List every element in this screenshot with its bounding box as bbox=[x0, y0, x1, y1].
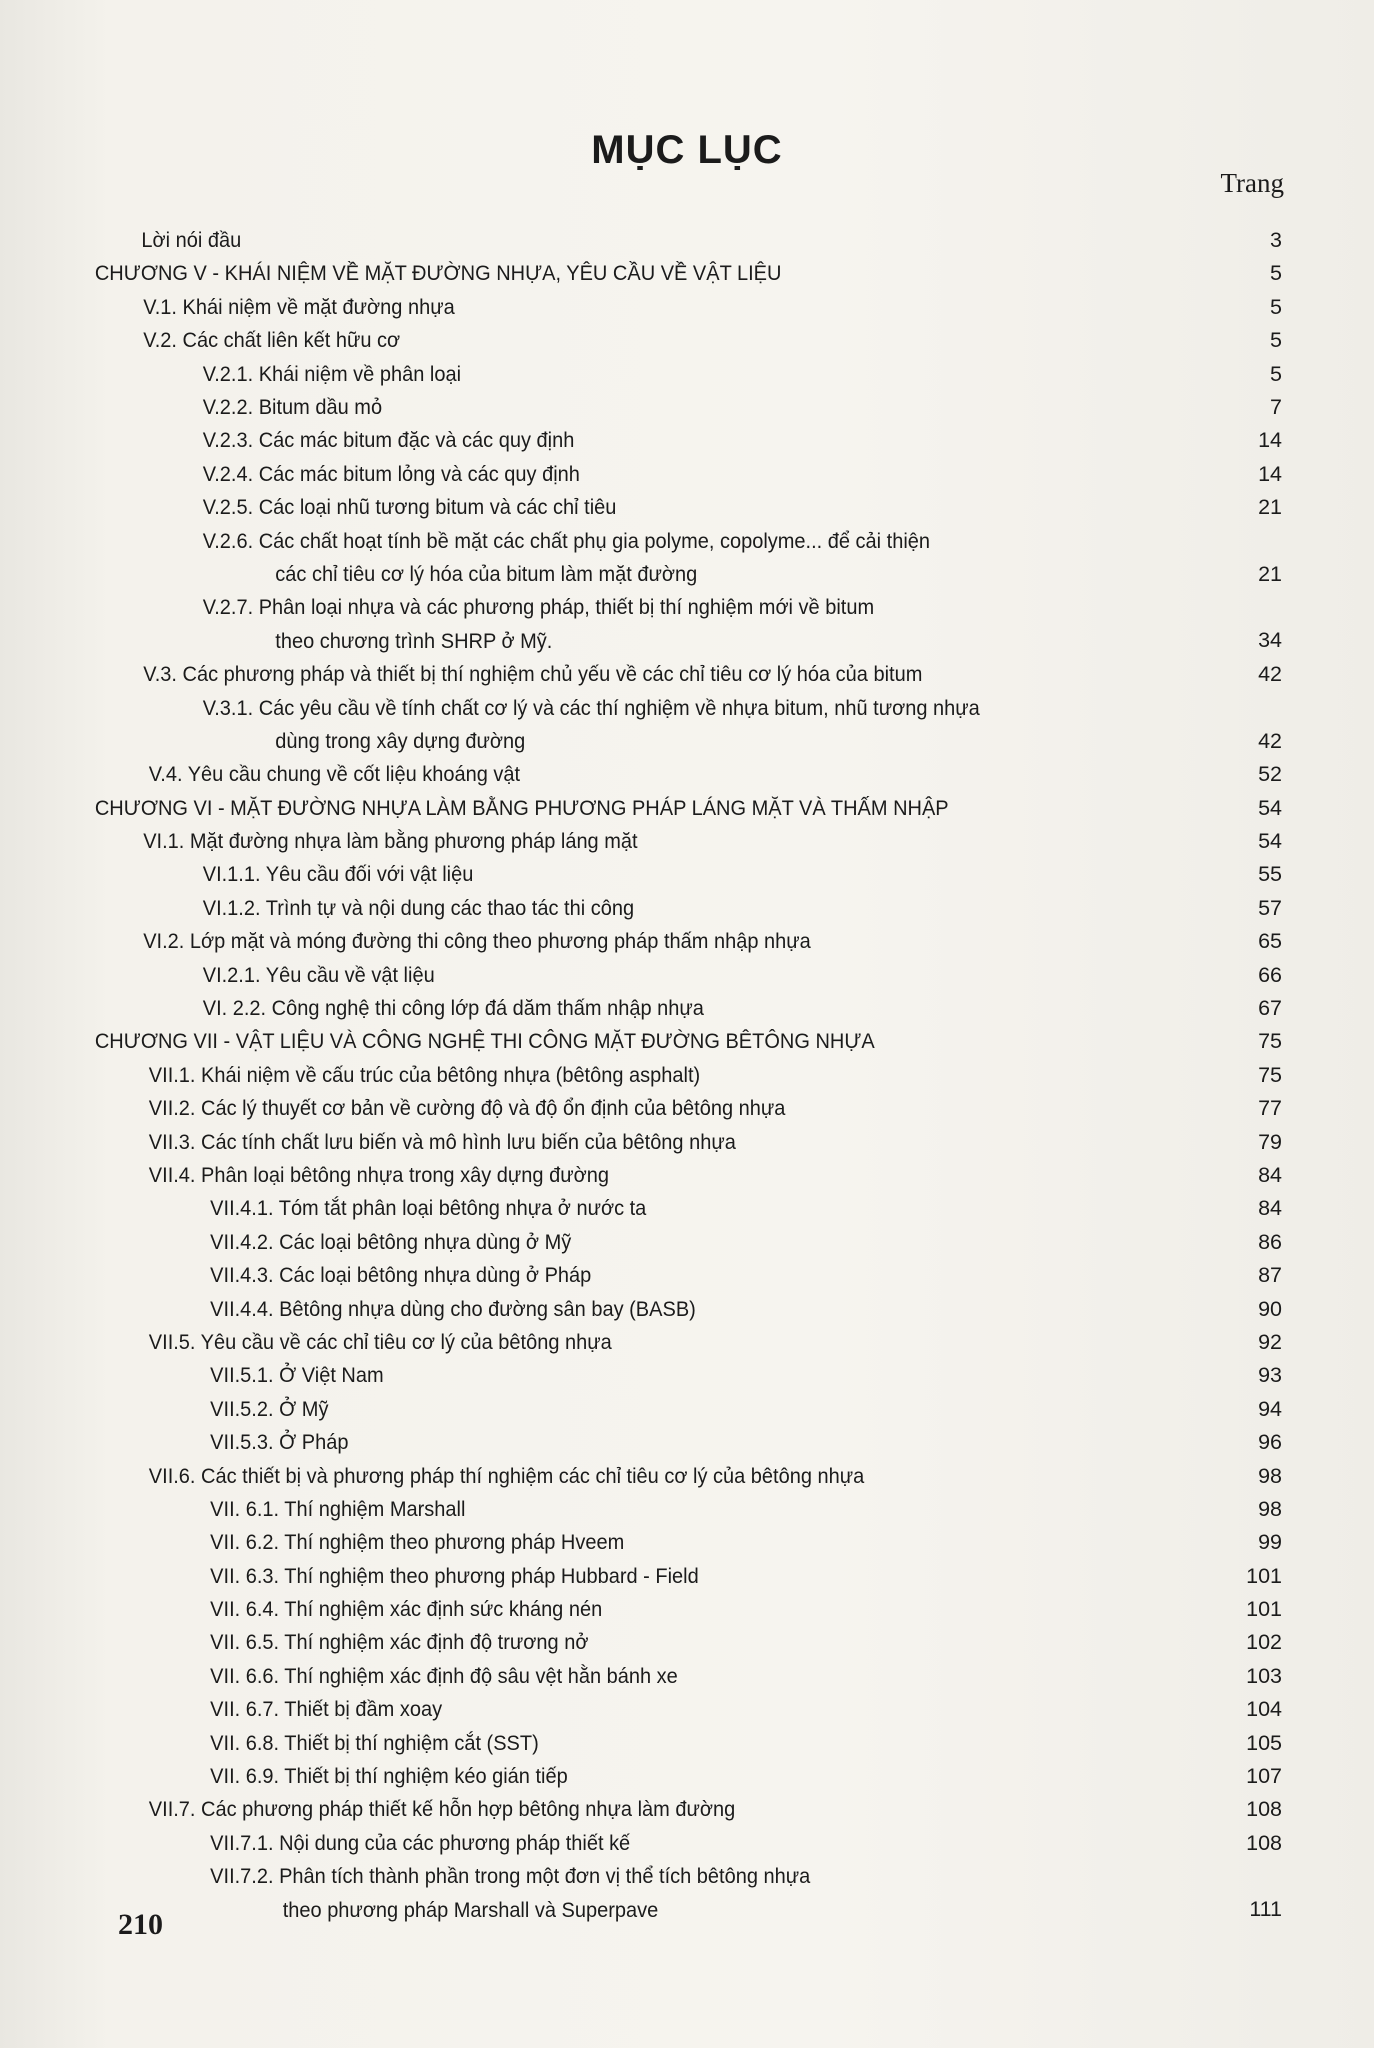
toc-entry bbox=[0, 525, 1278, 592]
toc-entry-page: 3 bbox=[1270, 228, 1282, 252]
toc-entry-title: VI.1.2. Trình tự và nội dung các thao tác thi công bbox=[202, 895, 635, 920]
toc-entry-title: V.2.3. Các mác bitum đặc và các quy định bbox=[202, 428, 575, 453]
toc-entry-page: 21 bbox=[1258, 495, 1282, 519]
toc-entry bbox=[0, 1626, 1278, 1659]
toc-entry-title: VII.5.1. Ở Việt Nam bbox=[210, 1363, 384, 1388]
toc-entry-title: VII.4.2. Các loại bêtông nhựa dùng ở Mỹ bbox=[210, 1229, 572, 1254]
toc-entry-page: 86 bbox=[1258, 1230, 1282, 1254]
toc-entry-page: 108 bbox=[1246, 1797, 1282, 1821]
toc-entry-title: VII.4.4. Bêtông nhựa dùng cho đường sân bay (BASB) bbox=[210, 1296, 696, 1321]
toc-entry bbox=[0, 1560, 1278, 1593]
toc-entry-title: VII. 6.8. Thiết bị thí nghiệm cắt (SST) bbox=[210, 1730, 539, 1755]
toc-entry-page: 96 bbox=[1258, 1430, 1282, 1454]
toc-entry-title: VII.5.2. Ở Mỹ bbox=[210, 1396, 329, 1421]
toc-entry bbox=[0, 1860, 1278, 1927]
toc-entry-title: CHƯƠNG VII - VẬT LIỆU VÀ CÔNG NGHỆ THI CÔNG MẶT ĐƯỜNG BÊTÔNG NHỰA bbox=[94, 1029, 875, 1054]
toc-entry bbox=[0, 1126, 1278, 1159]
toc-entry-page: 52 bbox=[1258, 762, 1282, 786]
toc-entry bbox=[0, 692, 1278, 759]
toc-entry bbox=[0, 1460, 1278, 1493]
toc-entry-title: VI.2.1. Yêu cầu về vật liệu bbox=[202, 962, 435, 987]
toc-entry-page: 79 bbox=[1258, 1130, 1282, 1154]
toc-entry-title: VII.7.2. Phân tích thành phần trong một đơn vị thể tích bêtông nhựa bbox=[210, 1864, 811, 1889]
toc-entry-page: 42 bbox=[1258, 729, 1282, 754]
toc-entry-page: 101 bbox=[1246, 1564, 1282, 1588]
table-of-contents bbox=[0, 224, 1374, 1927]
toc-entry-page: 5 bbox=[1270, 261, 1282, 285]
toc-entry bbox=[0, 291, 1278, 324]
toc-entry-page: 75 bbox=[1258, 1063, 1282, 1087]
toc-entry bbox=[0, 591, 1278, 658]
toc-entry bbox=[0, 224, 1278, 257]
toc-entry-title: VII.4.3. Các loại bêtông nhựa dùng ở Pháp bbox=[210, 1263, 592, 1288]
toc-entry-page: 42 bbox=[1258, 662, 1282, 686]
toc-entry-title: VII. 6.4. Thí nghiệm xác định sức kháng nén bbox=[210, 1597, 603, 1622]
toc-entry-page: 21 bbox=[1258, 562, 1282, 587]
toc-entry-page: 98 bbox=[1258, 1464, 1282, 1488]
toc-entry-page: 34 bbox=[1258, 628, 1282, 653]
toc-entry bbox=[0, 959, 1278, 992]
toc-entry-title: VII. 6.9. Thiết bị thí nghiệm kéo gián tiếp bbox=[210, 1764, 568, 1789]
toc-entry-title: CHƯƠNG VI - MẶT ĐƯỜNG NHỰA LÀM BẰNG PHƯƠNG PHÁP LÁNG MẶT VÀ THẤM NHẬP bbox=[94, 795, 949, 820]
toc-entry bbox=[0, 858, 1278, 891]
toc-entry-title: VII.1. Khái niệm về cấu trúc của bêtông nhựa (bêtông asphalt) bbox=[148, 1062, 701, 1087]
toc-entry-title: VII. 6.5. Thí nghiệm xác định độ trương nở bbox=[210, 1630, 589, 1655]
toc-entry-page: 77 bbox=[1258, 1096, 1282, 1120]
toc-entry bbox=[0, 1660, 1278, 1693]
toc-entry bbox=[0, 1192, 1278, 1225]
toc-entry-page: 5 bbox=[1270, 295, 1282, 319]
toc-entry-page: 54 bbox=[1258, 796, 1282, 820]
toc-entry-title: VII.4.1. Tóm tắt phân loại bêtông nhựa ở nước ta bbox=[210, 1196, 647, 1221]
toc-entry bbox=[0, 925, 1278, 958]
toc-entry-page: 57 bbox=[1258, 896, 1282, 920]
toc-entry-page: 111 bbox=[1249, 1897, 1282, 1922]
toc-entry bbox=[0, 1326, 1278, 1359]
toc-entry-page: 103 bbox=[1246, 1664, 1282, 1688]
toc-entry bbox=[0, 992, 1278, 1025]
page-number: 210 bbox=[118, 1908, 163, 1941]
toc-entry-title: V.2.6. Các chất hoạt tính bề mặt các chất phụ gia polyme, copolyme... để cải thiện bbox=[202, 528, 931, 553]
toc-entry-title-continued: dùng trong xây dựng đường bbox=[275, 728, 526, 753]
toc-entry-title: Lời nói đầu bbox=[141, 228, 242, 252]
toc-entry-page: 101 bbox=[1246, 1597, 1282, 1621]
toc-entry bbox=[0, 1693, 1278, 1726]
toc-entry-page: 92 bbox=[1258, 1330, 1282, 1354]
toc-entry bbox=[0, 1493, 1278, 1526]
toc-entry bbox=[0, 658, 1278, 691]
toc-entry-page: 84 bbox=[1258, 1163, 1282, 1187]
toc-entry-title: VI. 2.2. Công nghệ thi công lớp đá dăm thấm nhập nhựa bbox=[202, 996, 704, 1021]
toc-entry-title-continued: các chỉ tiêu cơ lý hóa của bitum làm mặt đường bbox=[275, 561, 698, 586]
toc-entry bbox=[0, 1426, 1278, 1459]
toc-entry bbox=[0, 1293, 1278, 1326]
toc-entry-title: VII.6. Các thiết bị và phương pháp thí nghiệm các chỉ tiêu cơ lý của bêtông nhựa bbox=[148, 1463, 865, 1488]
toc-entry-title: V.2.5. Các loại nhũ tương bitum và các chỉ tiêu bbox=[202, 495, 617, 520]
toc-entry bbox=[0, 391, 1278, 424]
toc-entry-title: V.2.7. Phân loại nhựa và các phương pháp, thiết bị thí nghiệm mới về bitum bbox=[202, 595, 875, 620]
toc-entry bbox=[0, 758, 1278, 791]
toc-entry-title: V.4. Yêu cầu chung về cốt liệu khoáng vật bbox=[148, 762, 521, 787]
toc-entry bbox=[0, 424, 1278, 457]
toc-entry bbox=[0, 1760, 1278, 1793]
toc-entry-title-continued: theo chương trình SHRP ở Mỹ. bbox=[275, 628, 553, 653]
toc-entry-page: 5 bbox=[1270, 328, 1282, 352]
toc-entry-page: 87 bbox=[1258, 1263, 1282, 1287]
toc-entry bbox=[0, 1059, 1278, 1092]
toc-entry bbox=[0, 1226, 1278, 1259]
toc-entry-page: 5 bbox=[1270, 362, 1282, 386]
toc-entry-page: 104 bbox=[1246, 1697, 1282, 1721]
toc-entry-page: 84 bbox=[1258, 1196, 1282, 1220]
toc-entry-page: 98 bbox=[1258, 1497, 1282, 1521]
toc-entry bbox=[0, 1793, 1278, 1826]
toc-entry-title: VII.7.1. Nội dung của các phương pháp thiết kế bbox=[210, 1830, 631, 1855]
toc-entry-title: VI.1.1. Yêu cầu đối với vật liệu bbox=[202, 862, 474, 887]
toc-entry bbox=[0, 257, 1278, 290]
toc-entry bbox=[0, 1526, 1278, 1559]
page-column-label: Trang bbox=[1220, 168, 1284, 198]
toc-entry bbox=[0, 1259, 1278, 1292]
toc-entry-title: V.2.4. Các mác bitum lỏng và các quy định bbox=[202, 461, 580, 486]
toc-entry-title: VII.5. Yêu cầu về các chỉ tiêu cơ lý của bêtông nhựa bbox=[148, 1329, 612, 1354]
toc-entry-page: 54 bbox=[1258, 829, 1282, 853]
toc-entry-title: VII.2. Các lý thuyết cơ bản về cường độ và độ ổn định của bêtông nhựa bbox=[148, 1096, 786, 1121]
toc-entry-title-continued: theo phương pháp Marshall và Superpave bbox=[282, 1897, 659, 1922]
toc-entry-title: VII.5.3. Ở Pháp bbox=[210, 1430, 349, 1455]
toc-entry-page: 102 bbox=[1246, 1630, 1282, 1654]
page-title: MỤC LỤC bbox=[591, 128, 783, 172]
toc-entry-title: V.3.1. Các yêu cầu về tính chất cơ lý và các thí nghiệm về nhựa bitum, nhũ tương nhựa bbox=[202, 695, 980, 720]
toc-entry-title: V.2.2. Bitum dầu mỏ bbox=[202, 394, 383, 419]
toc-entry bbox=[0, 358, 1278, 391]
toc-entry-title: V.3. Các phương pháp và thiết bị thí nghiệm chủ yếu về các chỉ tiêu cơ lý hóa của bitum bbox=[143, 662, 923, 687]
toc-entry bbox=[0, 458, 1278, 491]
toc-entry bbox=[0, 1727, 1278, 1760]
toc-entry bbox=[0, 1827, 1278, 1860]
toc-entry-page: 108 bbox=[1246, 1831, 1282, 1855]
toc-entry-title: V.2. Các chất liên kết hữu cơ bbox=[143, 328, 401, 353]
toc-entry-title: V.2.1. Khái niệm về phân loại bbox=[202, 361, 462, 386]
toc-entry-title: CHƯƠNG V - KHÁI NIỆM VỀ MẶT ĐƯỜNG NHỰA, YÊU CẦU VỀ VẬT LIỆU bbox=[94, 261, 782, 286]
toc-entry-page: 90 bbox=[1258, 1297, 1282, 1321]
toc-entry-page: 99 bbox=[1258, 1530, 1282, 1554]
toc-entry-title: VII.4. Phân loại bêtông nhựa trong xây dựng đường bbox=[148, 1162, 609, 1187]
toc-entry-title: VI.2. Lớp mặt và móng đường thi công theo phương pháp thấm nhập nhựa bbox=[143, 929, 811, 954]
toc-entry-page: 107 bbox=[1246, 1764, 1282, 1788]
toc-entry bbox=[0, 324, 1278, 357]
toc-entry bbox=[0, 792, 1278, 825]
toc-entry-title: VII. 6.2. Thí nghiệm theo phương pháp Hveem bbox=[210, 1530, 625, 1555]
toc-entry bbox=[0, 1092, 1278, 1125]
toc-entry bbox=[0, 1159, 1278, 1192]
toc-entry-title: VII. 6.6. Thí nghiệm xác định độ sâu vệt hằn bánh xe bbox=[210, 1663, 678, 1688]
toc-entry-page: 55 bbox=[1258, 862, 1282, 886]
toc-entry-title: VII.7. Các phương pháp thiết kế hỗn hợp bêtông nhựa làm đường bbox=[148, 1797, 736, 1822]
toc-entry-page: 7 bbox=[1270, 395, 1282, 419]
toc-entry bbox=[0, 892, 1278, 925]
toc-entry-page: 14 bbox=[1258, 462, 1282, 486]
toc-entry-page: 75 bbox=[1258, 1029, 1282, 1053]
toc-entry bbox=[0, 1025, 1278, 1058]
toc-entry-title: VII. 6.3. Thí nghiệm theo phương pháp Hubbard - Field bbox=[210, 1563, 699, 1588]
toc-entry bbox=[0, 1359, 1278, 1392]
toc-entry-page: 66 bbox=[1258, 963, 1282, 987]
toc-entry-title: V.1. Khái niệm về mặt đường nhựa bbox=[143, 294, 455, 319]
toc-entry-title: VII. 6.7. Thiết bị đầm xoay bbox=[210, 1697, 443, 1722]
toc-entry bbox=[0, 491, 1278, 524]
toc-entry bbox=[0, 1393, 1278, 1426]
toc-entry-page: 67 bbox=[1258, 996, 1282, 1020]
toc-entry-page: 105 bbox=[1246, 1731, 1282, 1755]
toc-entry-page: 94 bbox=[1258, 1397, 1282, 1421]
toc-entry-title: VII.3. Các tính chất lưu biến và mô hình lưu biến của bêtông nhựa bbox=[148, 1129, 736, 1154]
toc-entry-page: 14 bbox=[1258, 428, 1282, 452]
toc-entry-page: 93 bbox=[1258, 1363, 1282, 1387]
toc-entry-page: 65 bbox=[1258, 929, 1282, 953]
toc-entry bbox=[0, 825, 1278, 858]
toc-entry-title: VII. 6.1. Thí nghiệm Marshall bbox=[210, 1496, 466, 1521]
toc-entry bbox=[0, 1593, 1278, 1626]
toc-entry-title: VI.1. Mặt đường nhựa làm bằng phương pháp láng mặt bbox=[143, 829, 638, 854]
